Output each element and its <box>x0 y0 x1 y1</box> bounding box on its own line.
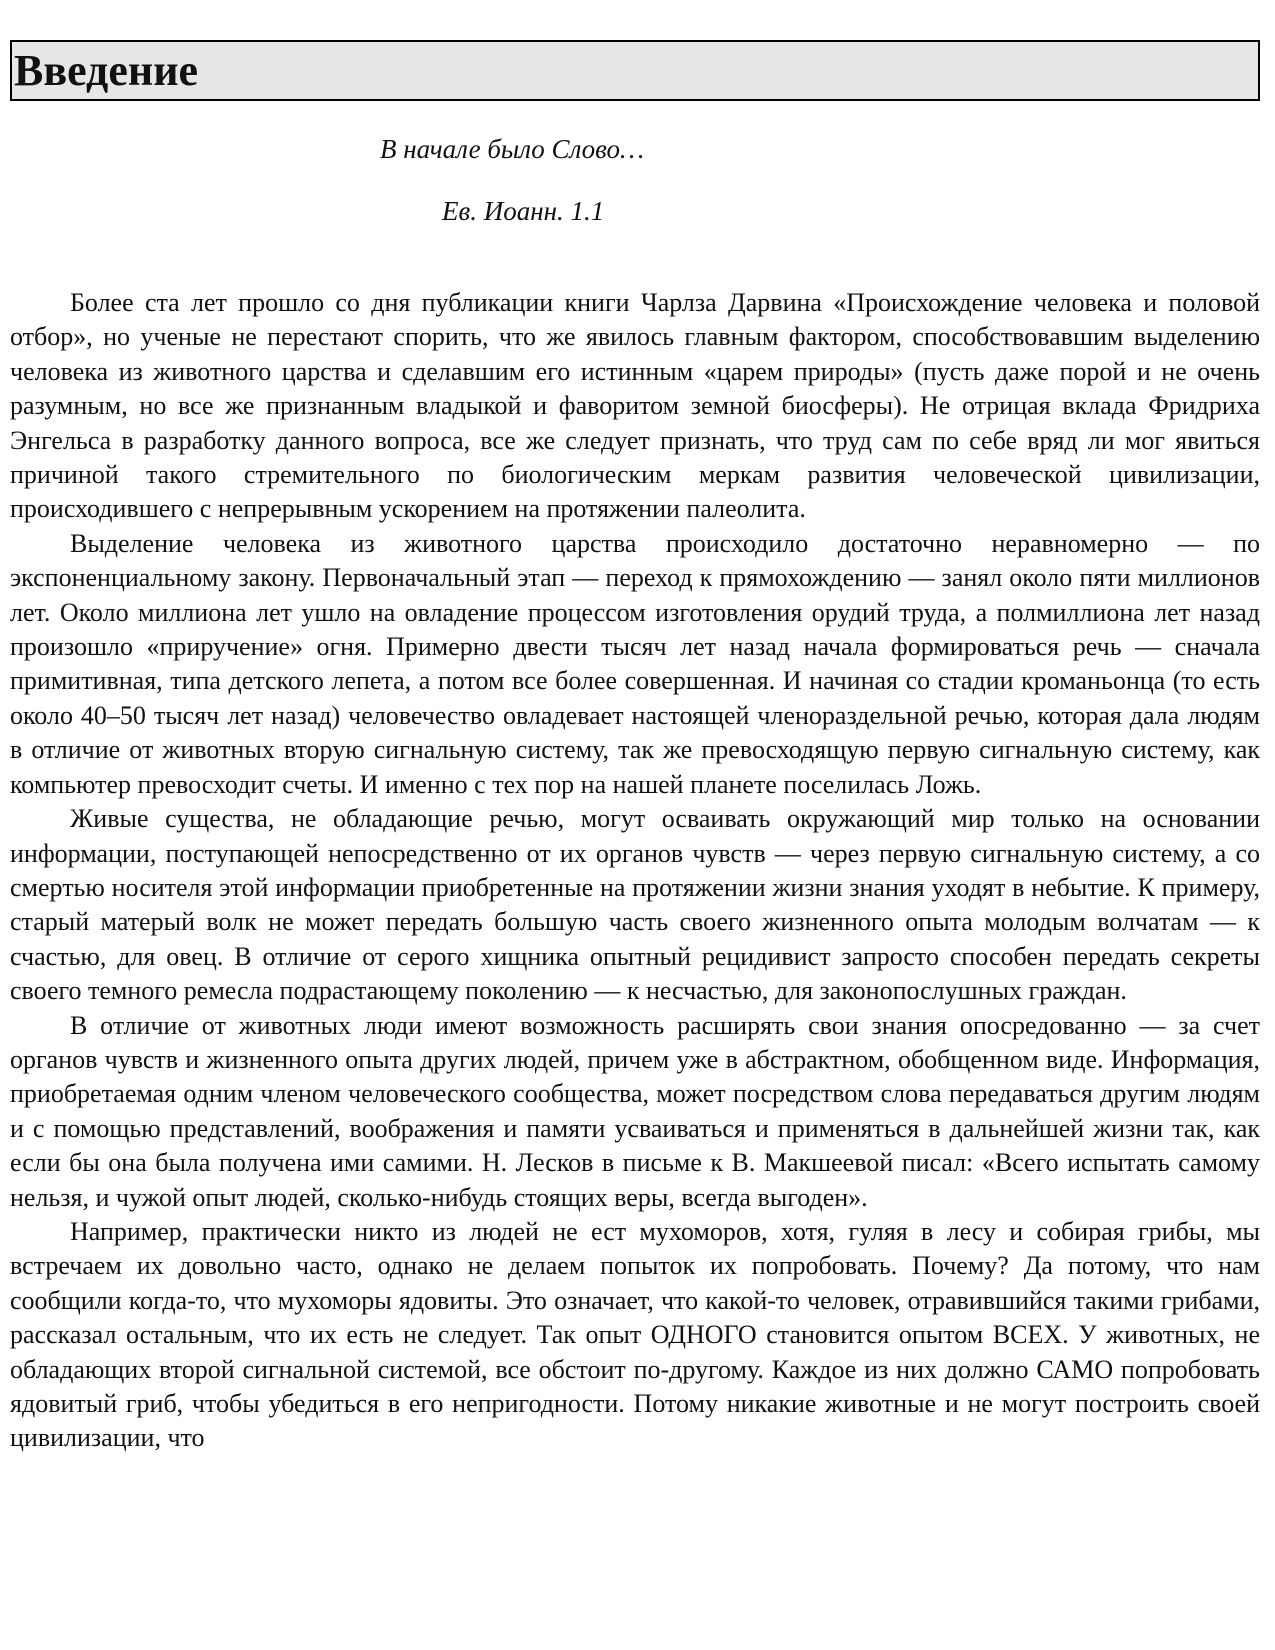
paragraph: Более ста лет прошло со дня публикации книги Чарлза Дарвина «Происхождение человека и половой отбор», но ученые не перестают спорить, что же явилось главным фактором, способствовавшим выделению человека из животного царства и сделавшим его истинным «царем природы» (пусть даже порой и не очень разумным, но все же признанным владыкой и фаворитом земной биосферы). Не отрицая вклада Фридриха Энгельса в разработку данного вопроса, все же следует признать, что труд сам по себе вряд ли мог явиться причиной такого стремительного по биологическим меркам развития человеческой цивилизации, происходившего с непрерывным ускорением на протяжении палеолита. <box>10 288 1260 524</box>
paragraph: Выделение человека из животного царства происходило достаточно неравномерно — по экспоненциальному закону. Первоначальный этап — переход к прямохождению — занял около пяти миллионов лет. Около миллиона лет ушло на овладение процессом изготовления орудий труда, а полмиллиона лет назад произошло «приручение» огня. Примерно двести тысяч лет назад начала формироваться речь — сначала примитивная, типа детского лепета, а потом все более совершенная. И начиная со стадии кроманьонца (то есть около 40–50 тысяч лет назад) человечество овладевает настоящей членораздельной речью, которая дала людям в отличие от животных вторую сигнальную систему, так же превосходящую первую сигнальную систему, как компьютер превосходит счеты. И именно с тех пор на нашей планете поселилась Ложь. <box>10 528 1260 799</box>
epigraph-quote: В начале было Слово… <box>380 134 645 164</box>
body-text <box>10 286 1260 1456</box>
epigraph-source: Ев. Иоанн. 1.1 <box>442 196 605 226</box>
epigraph <box>10 101 1260 286</box>
paragraph: Живые существа, не обладающие речью, могут осваивать окружающий мир только на основании информации, поступающей непосредственно от их органов чувств — через первую сигнальную систему, а со смертью носителя этой информации приобретенные на протяжении жизни знания уходят в небытие. К примеру, старый матерый волк не может передать большую часть своего жизненного опыта молодым волчатам — к счастью, для овец. В отличие от серого хищника опытный рецидивист запросто способен передать секреты своего темного ремесла подрастающему поколению — к несчастью, для законопослушных граждан. <box>10 804 1260 1006</box>
document-page <box>10 40 1260 1456</box>
paragraph: В отличие от животных люди имеют возможность расширять свои знания опосредованно — за счет органов чувств и жизненного опыта других людей, причем уже в абстрактном, обобщенном виде. Информация, приобретаемая одним членом человеческого сообщества, может посредством слова передаваться другим людям и с помощью представлений, воображения и памяти усваиваться и применяться в дальнейшей жизни так, как если бы она была получена ими самими. Н. Лесков в письме к В. Макшеевой писал: «Всего испытать самому нельзя, и чужой опыт людей, сколько-нибудь стоящих веры, всегда выгоден». <box>10 1010 1260 1212</box>
paragraph: Например, практически никто из людей не ест мухоморов, хотя, гуляя в лесу и собирая грибы, мы встречаем их довольно часто, однако не делаем попыток их попробовать. Почему? Да потому, что нам сообщили когда-то, что мухоморы ядовиты. Это означает, что какой-то человек, отравившийся такими грибами, рассказал остальным, что их есть не следует. Так опыт ОДНОГО становится опытом ВСЕХ. У животных, не обладающих второй сигнальной системой, все обстоит по-другому. Каждое из них должно САМО попробовать ядовитый гриб, чтобы убедиться в его непригодности. Потому никакие животные и не могут построить своей цивилизации, что <box>10 1216 1260 1453</box>
chapter-heading: Введение <box>10 40 1260 101</box>
